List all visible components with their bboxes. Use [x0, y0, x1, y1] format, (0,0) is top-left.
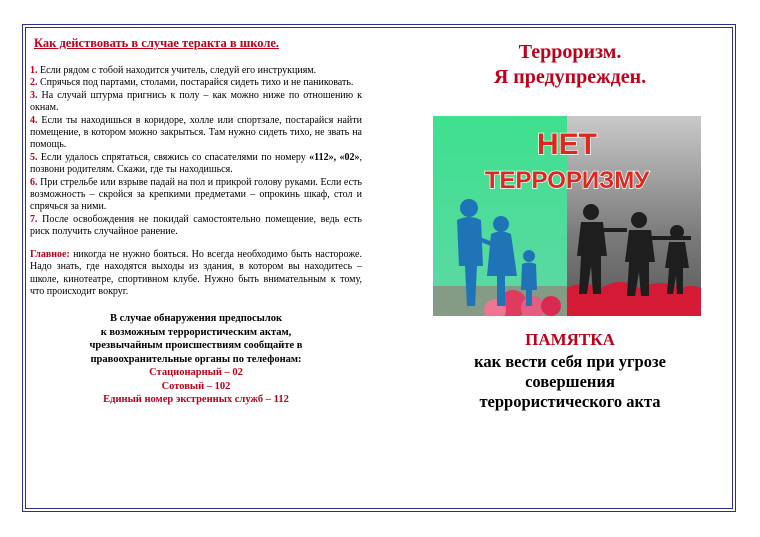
contacts-intro-line: к возможным террористическим актам, — [100, 326, 292, 338]
poster-illustration — [433, 116, 701, 316]
phone-emergency: Единый номер экстренных служб – 112 — [103, 394, 289, 406]
rule-item — [30, 65, 362, 77]
rule-number: 1. — [30, 65, 38, 76]
rule-number: 7. — [30, 213, 38, 225]
rule-number: 3. — [30, 89, 38, 101]
rule-number: 4. — [30, 114, 38, 126]
left-column — [30, 34, 362, 407]
rule-text: Если ты находишься в коридоре, холле или спортзале, постарайся найти помещение, в котором можно закрыться. Там нужно сидеть тихо, не звать на помощь. — [30, 114, 362, 151]
contacts-intro-line: чрезвычайным происшествиям сообщайте в — [89, 340, 303, 352]
rule-text: На случай штурма пригнись к полу – как можно ниже по отношению к окнам. — [30, 89, 363, 114]
cover-subtitle — [420, 352, 720, 412]
rule-text: После освобождения не покидай самостоятельно помещение, ведь есть риск получить случайное ранение. — [30, 213, 362, 238]
cover-title-line2: Я предупрежден. — [493, 66, 647, 88]
contacts-block — [30, 312, 362, 407]
rule-item — [30, 152, 362, 177]
rule-text: При стрельбе или взрыве падай на пол и прикрой голову руками. Если есть возможность – скройся за крепкими предметами – опрокинь шкаф, стол и спрячься за ними. — [30, 176, 362, 213]
pamyatka-label: ПАМЯТКА — [525, 330, 615, 349]
poster-headline-1: НЕТ — [537, 128, 597, 161]
contacts-intro-line: правоохранительные органы по телефонам: — [90, 353, 302, 365]
rule-item — [30, 77, 362, 89]
rule-item — [30, 214, 362, 239]
cover-title-line1: Терроризм. — [518, 41, 622, 63]
rule-text: Если удалось спрятаться, свяжись со спасателями по номеру — [40, 151, 306, 163]
subtitle-line: совершения — [525, 372, 615, 391]
subtitle-line: террористического акта — [479, 392, 661, 411]
cover-title — [420, 40, 720, 90]
rule-text: Если рядом с тобой находится учитель, следуй его инструкциям. — [40, 65, 317, 76]
poster-headline-2: ТЕРРОРИЗМУ — [484, 167, 650, 194]
right-column — [420, 34, 720, 412]
rule-item — [30, 115, 362, 152]
left-title: Как действовать в случае теракта в школе. — [34, 36, 280, 50]
rule-number: 5. — [30, 151, 38, 163]
rule-text: Спрячься под партами, столами, постарайся сидеть тихо и не паниковать. — [40, 77, 354, 89]
rule-number: 6. — [30, 176, 38, 188]
rule-item — [30, 90, 362, 115]
rule-number: 2. — [30, 77, 38, 89]
rule-item — [30, 177, 362, 214]
phone-mobile: Сотовый – 102 — [161, 380, 231, 392]
rule-text: , позвони родителям. Скажи, где ты находишься. — [30, 151, 362, 176]
phone-landline: Стационарный – 02 — [149, 367, 243, 379]
main-label: Главное: — [30, 248, 70, 260]
contacts-intro-line: В случае обнаружения предпосылок — [109, 313, 283, 325]
main-text: никогда не нужно бояться. Но всегда необходимо быть настороже. Надо знать, где находятся выходы из здания, в котором вы находитесь – школе, кинотеатре, спортивном клубе. Нужно быть внимательным к тому, что происходит вокруг. — [30, 248, 362, 297]
rescue-numbers: «112», «02» — [309, 151, 360, 163]
subtitle-line: как вести себя при угрозе — [474, 352, 666, 371]
rules-list — [30, 65, 362, 239]
anti-terror-poster — [433, 116, 701, 316]
main-note — [30, 249, 362, 299]
